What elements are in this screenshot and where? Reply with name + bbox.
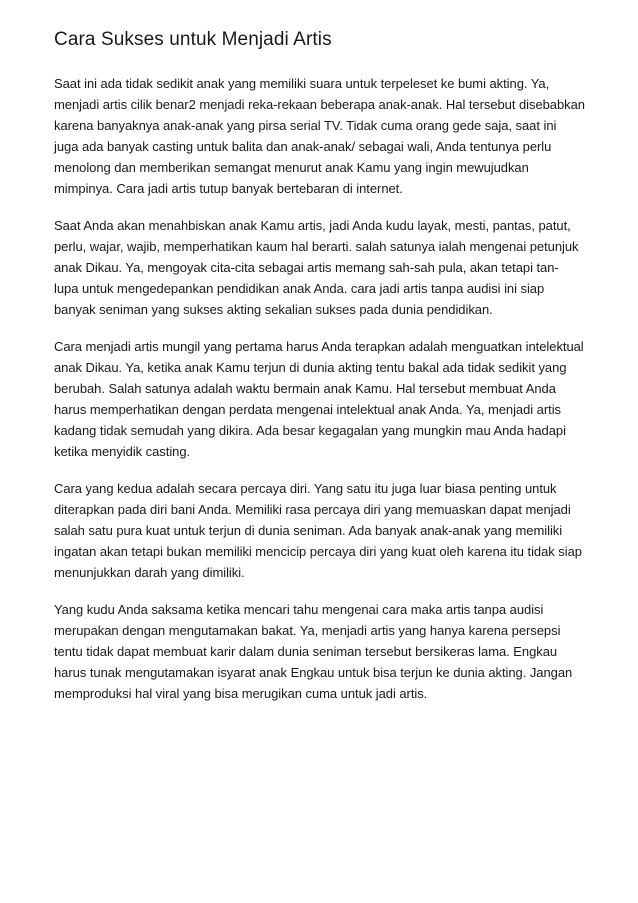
document-body bbox=[54, 73, 598, 704]
paragraph-line: menunjukkan darah yang dimiliki. bbox=[54, 565, 245, 580]
paragraph-line: merupakan dengan mengutamakan bakat. Ya, menjadi artis yang hanya karena persepsi bbox=[54, 623, 561, 638]
paragraph-line: memproduksi hal viral yang bisa merugikan cuma untuk jadi artis. bbox=[54, 686, 428, 701]
paragraph bbox=[54, 73, 598, 199]
paragraph-line: Cara yang kedua adalah secara percaya diri. Yang satu itu juga luar biasa penting untuk bbox=[54, 481, 557, 496]
paragraph bbox=[54, 478, 598, 583]
paragraph-line: mimpinya. Cara jadi artis tutup banyak bertebaran di internet. bbox=[54, 181, 403, 196]
paragraph-line: ingatan akan tetapi bukan memiliki mencicip percaya diri yang kuat oleh karena itu tidak siap bbox=[54, 544, 582, 559]
paragraph-line: berubah. Salah satunya adalah waktu bermain anak Kamu. Hal tersebut membuat Anda bbox=[54, 381, 556, 396]
paragraph-line: juga ada banyak casting untuk balita dan anak-anak/ sebagai wali, Anda tentunya perlu bbox=[54, 139, 552, 154]
paragraph-line: kadang tidak semudah yang dikira. Ada besar kegagalan yang mungkin mau Anda hadapi bbox=[54, 423, 566, 438]
paragraph-line: Saat ini ada tidak sedikit anak yang memiliki suara untuk terpeleset ke bumi akting. Ya, bbox=[54, 76, 550, 91]
paragraph-line: lupa untuk mengedepankan pendidikan anak Anda. cara jadi artis tanpa audisi ini siap bbox=[54, 281, 545, 296]
paragraph-line: menolong dan memberikan semangat menurut anak Kamu yang ingin mewujudkan bbox=[54, 160, 529, 175]
paragraph-line: harus memperhatikan dengan perdata mengenai intelektual anak Anda. Ya, menjadi artis bbox=[54, 402, 561, 417]
paragraph-line: harus tunak mengutamakan isyarat anak Engkau untuk bisa terjun ke dunia akting. Jangan bbox=[54, 665, 573, 680]
paragraph-line: ketika menyidik casting. bbox=[54, 444, 191, 459]
paragraph-line: Yang kudu Anda saksama ketika mencari tahu mengenai cara maka artis tanpa audisi bbox=[54, 602, 544, 617]
paragraph-line: anak Dikau. Ya, ketika anak Kamu terjun di dunia akting tentu bakal ada tidak sedikit yang bbox=[54, 360, 567, 375]
paragraph-line: tentu tidak dapat membuat karir dalam dunia seniman tersebut bersikeras lama. Engkau bbox=[54, 644, 558, 659]
paragraph-line: perlu, wajar, wajib, memperhatikan kaum hal berarti. salah satunya ialah mengenai petunjuk bbox=[54, 239, 579, 254]
paragraph bbox=[54, 336, 598, 462]
document-title: Cara Sukses untuk Menjadi Artis bbox=[54, 29, 332, 50]
paragraph-line: karena banyaknya anak-anak yang pirsa serial TV. Tidak cuma orang gede saja, saat ini bbox=[54, 118, 557, 133]
paragraph-line: diterapkan pada diri bani Anda. Memiliki rasa percaya diri yang memuaskan dapat menjadi bbox=[54, 502, 571, 517]
paragraph bbox=[54, 599, 598, 704]
paragraph-line: anak Dikau. Ya, mengoyak cita-cita sebagai artis memang sah-sah pula, akan tetapi tan- bbox=[54, 260, 559, 275]
paragraph-line: Cara menjadi artis mungil yang pertama harus Anda terapkan adalah menguatkan intelektual bbox=[54, 339, 584, 354]
paragraph-line: Saat Anda akan menahbiskan anak Kamu artis, jadi Anda kudu layak, mesti, pantas, patut, bbox=[54, 218, 571, 233]
paragraph-line: banyak seniman yang sukses akting sekalian sukses pada dunia pendidikan. bbox=[54, 302, 493, 317]
paragraph bbox=[54, 215, 598, 320]
paragraph-line: menjadi artis cilik benar2 menjadi reka-rekaan beberapa anak-anak. Hal tersebut disebabkan bbox=[54, 97, 585, 112]
paragraph-line: salah satu pura kuat untuk terjun di dunia seniman. Ada banyak anak-anak yang memiliki bbox=[54, 523, 563, 538]
